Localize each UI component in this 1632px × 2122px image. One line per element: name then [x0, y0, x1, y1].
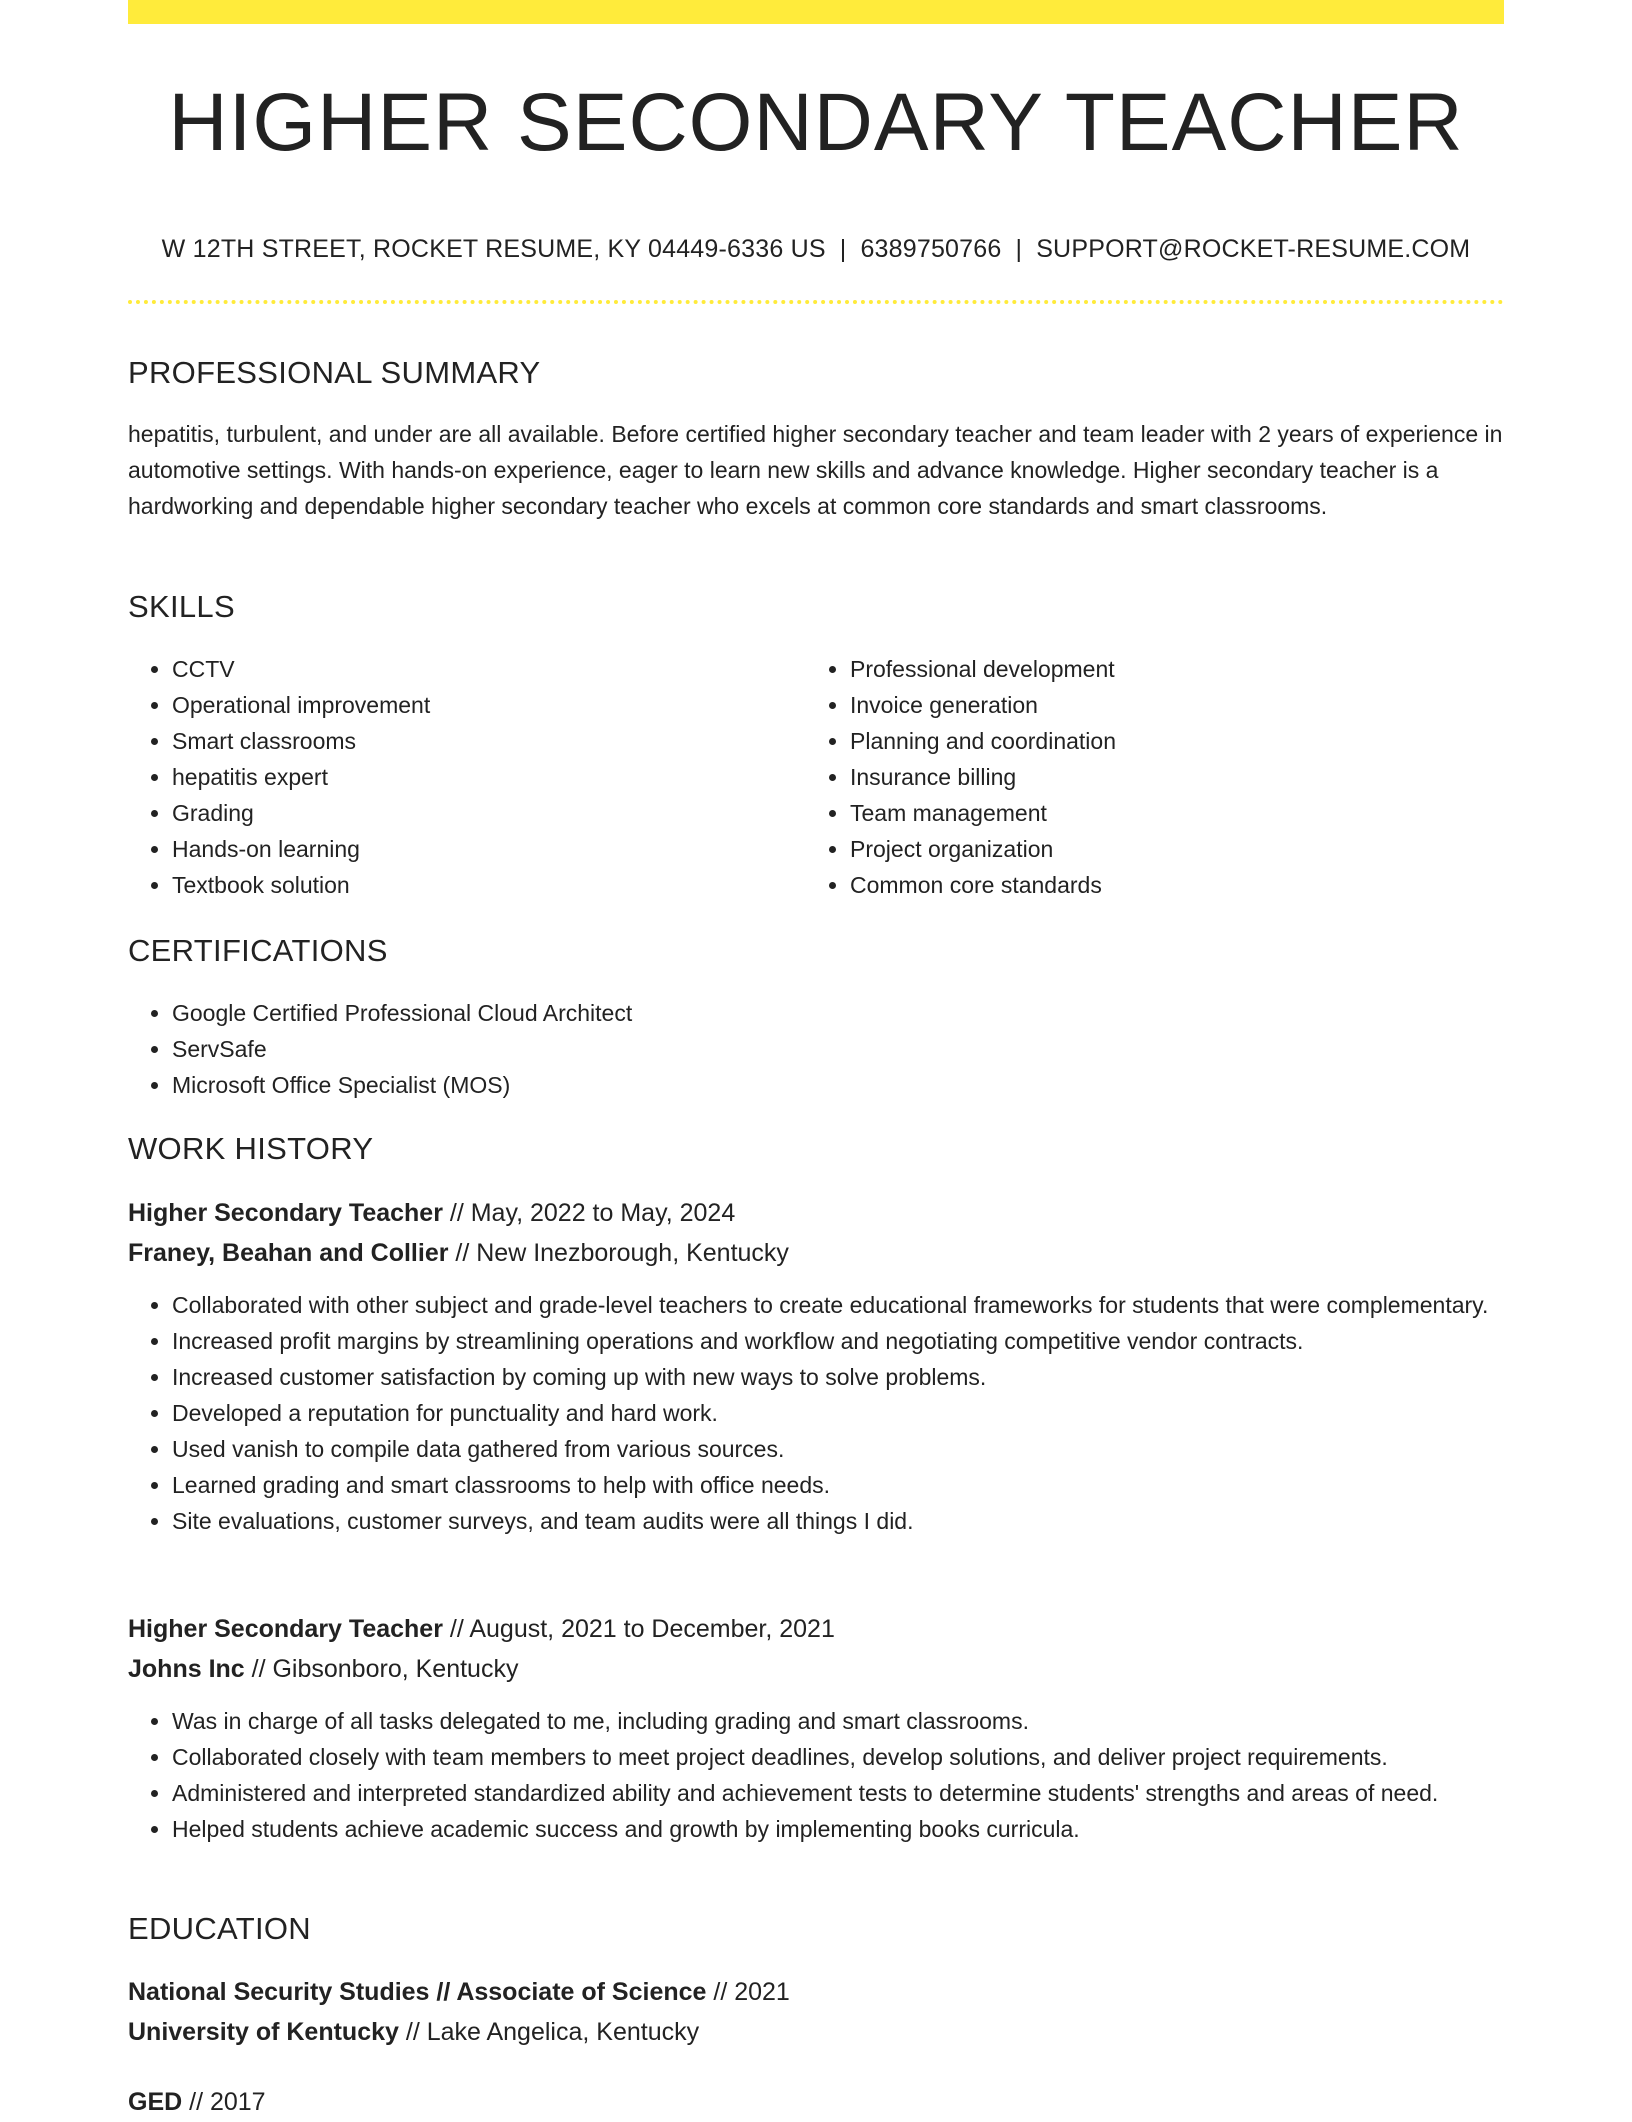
education-degree-line: [128, 1972, 1504, 2012]
certification-item: • ServSafe: [172, 1031, 1504, 1067]
header-divider: [128, 300, 1504, 304]
contact-separator: |: [1015, 235, 1023, 263]
skills-list: [128, 651, 1504, 903]
skill-item: • Insurance billing: [850, 759, 1484, 795]
resume-title: HIGHER SECONDARY TEACHER: [168, 77, 1464, 168]
education-degree-line: [128, 2082, 1504, 2122]
work-history-heading: WORK HISTORY: [128, 1131, 374, 1166]
skills-left-column: [128, 651, 806, 903]
skill-item: • Smart classrooms: [172, 723, 806, 759]
resume-page: [128, 0, 1504, 2116]
summary-heading: PROFESSIONAL SUMMARY: [128, 355, 541, 390]
skill-item: • hepatitis expert: [172, 759, 806, 795]
education-location: // Lake Angelica, Kentucky: [398, 2018, 700, 2046]
certification-item: • Google Certified Professional Cloud Architect: [172, 995, 1504, 1031]
job-bullet: • Was in charge of all tasks delegated to me, including grading and smart classrooms.: [172, 1703, 1504, 1739]
summary-text: hepatitis, turbulent, and under are all available. Before certified higher secondary teacher and team leader with 2 years of experience in automotive settings. With hands-on experience, eager to learn new skills and advance knowledge. Higher secondary teacher is a hardworking and dependable higher secondary teacher who excels at common core standards and smart classrooms.: [128, 421, 1503, 519]
contact-email[interactable]: SUPPORT@ROCKET-RESUME.COM: [1036, 235, 1471, 263]
certification-item: • Microsoft Office Specialist (MOS): [172, 1067, 1504, 1103]
skill-item: • Grading: [172, 795, 806, 831]
job-company-line: [128, 1233, 1504, 1273]
skill-item: • Professional development: [850, 651, 1484, 687]
job-bullet: • Site evaluations, customer surveys, and team audits were all things I did.: [172, 1503, 1504, 1539]
top-accent-bar: [128, 0, 1504, 24]
education-year: // 2021: [706, 1978, 790, 2006]
job-bullet: • Increased customer satisfaction by coming up with new ways to solve problems.: [172, 1359, 1504, 1395]
skill-item: • Project organization: [850, 831, 1484, 867]
skill-item: • Textbook solution: [172, 867, 806, 903]
job-company: Johns Inc: [128, 1655, 245, 1683]
contact-separator: |: [839, 235, 847, 263]
job-entry: [128, 1609, 1504, 1689]
skill-item: • Hands-on learning: [172, 831, 806, 867]
job-bullet: • Administered and interpreted standardized ability and achievement tests to determine students' strengths and areas of need.: [172, 1775, 1504, 1811]
job-bullet: • Increased profit margins by streamlining operations and workflow and negotiating competitive vendor contracts.: [172, 1323, 1504, 1359]
contact-line: [128, 236, 1504, 264]
job-bullet: • Helped students achieve academic success and growth by implementing books curricula.: [172, 1811, 1504, 1847]
education-degree: GED: [128, 2088, 183, 2116]
certifications-heading: CERTIFICATIONS: [128, 933, 388, 968]
job-bullets: [128, 1287, 1504, 1539]
education-school: University of Kentucky: [128, 2018, 399, 2046]
job-role: Higher Secondary Teacher: [128, 1199, 443, 1227]
contact-phone: 6389750766: [860, 235, 1002, 263]
job-bullet: • Learned grading and smart classrooms to help with office needs.: [172, 1467, 1504, 1503]
job-bullet: • Collaborated with other subject and grade-level teachers to create educational frameworks for students that were complementary.: [172, 1287, 1504, 1323]
job-company-line: [128, 1649, 1504, 1689]
job-title-line: [128, 1193, 1504, 1233]
certifications-list: [128, 995, 1504, 1103]
skill-item: • Invoice generation: [850, 687, 1484, 723]
job-bullets: [128, 1703, 1504, 1847]
skills-right-column: [806, 651, 1484, 903]
job-title-line: [128, 1609, 1504, 1649]
skills-heading: SKILLS: [128, 589, 235, 624]
job-role: Higher Secondary Teacher: [128, 1615, 443, 1643]
education-entry: [128, 2082, 1504, 2122]
skill-item: • Planning and coordination: [850, 723, 1484, 759]
skill-item: • CCTV: [172, 651, 806, 687]
education-degree: National Security Studies // Associate of Science: [128, 1978, 707, 2006]
education-entry: [128, 1972, 1504, 2052]
job-entry: [128, 1193, 1504, 1273]
education-year: // 2017: [182, 2088, 266, 2116]
job-bullet: • Used vanish to compile data gathered from various sources.: [172, 1431, 1504, 1467]
skill-item: • Team management: [850, 795, 1484, 831]
job-bullet: • Developed a reputation for punctuality and hard work.: [172, 1395, 1504, 1431]
job-dates: // August, 2021 to December, 2021: [442, 1615, 835, 1643]
job-company: Franey, Beahan and Collier: [128, 1239, 449, 1267]
skill-item: • Common core standards: [850, 867, 1484, 903]
job-bullet: • Collaborated closely with team members to meet project deadlines, develop solutions, and deliver project requirements.: [172, 1739, 1504, 1775]
job-location: // New Inezborough, Kentucky: [448, 1239, 789, 1267]
skill-item: • Operational improvement: [172, 687, 806, 723]
contact-address: W 12TH STREET, ROCKET RESUME, KY 04449-6336 US: [161, 235, 826, 263]
job-dates: // May, 2022 to May, 2024: [442, 1199, 736, 1227]
education-heading: EDUCATION: [128, 1911, 311, 1946]
job-location: // Gibsonboro, Kentucky: [244, 1655, 519, 1683]
education-school-line: [128, 2012, 1504, 2052]
